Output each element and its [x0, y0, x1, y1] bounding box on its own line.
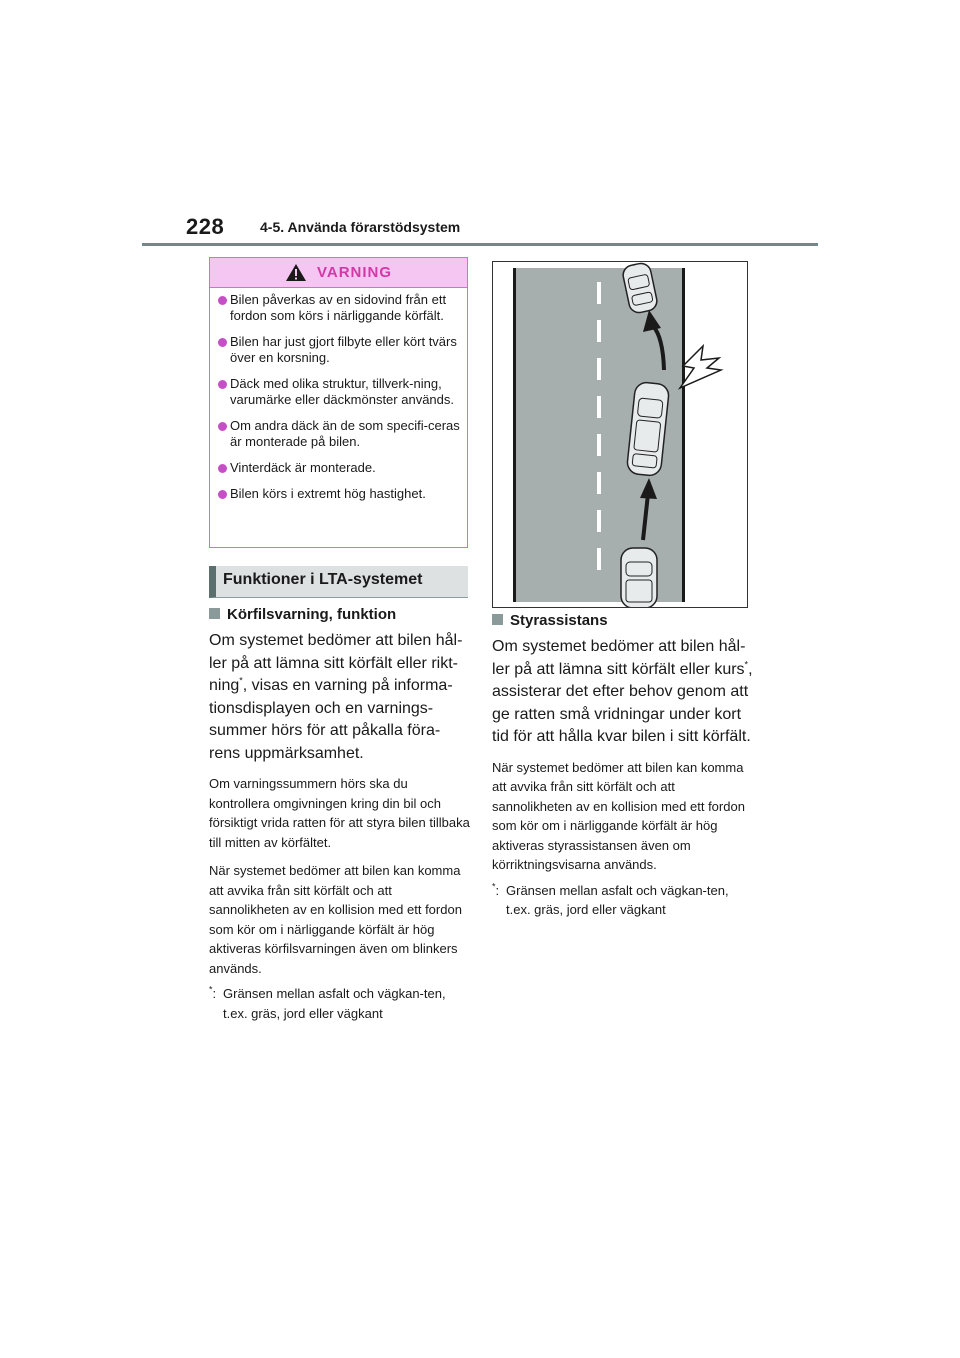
lane-warning-para1: Om varningssummern hörs ska du kontrollera omgivningen kring din bil och försiktigt vrida ratten för att styra bilen tillbaka till mitten av körfältet. — [209, 776, 470, 850]
warning-title: VARNING — [316, 264, 393, 281]
lane-warning-para2: När systemet bedömer att bilen kan komma att avvika från sitt körfält och att sannolikheten av en kollision med ett fordon som kör om i närliggande körfält är hög aktiveras körfilsvarningen även om blinkers används. — [209, 863, 462, 976]
header-divider — [142, 243, 818, 246]
section-title: 4-5. Använda förarstödsystem — [260, 219, 461, 235]
lane-warning-lead: Om systemet bedömer att bilen hål-ler på att lämna sitt körfält eller rikt-ning*, visas en varning på informa-tionsdisplayen och en varnings-summer hörs för att påkalla föra-rens uppmärksamhet. — [209, 632, 463, 762]
warning-header — [210, 258, 467, 288]
bullet-icon — [218, 464, 227, 473]
warning-item: Bilen har just gjort filbyte eller kört tvärs över en korsning. — [218, 334, 461, 366]
steering-assist-lead: Om systemet bedömer att bilen hål-ler på att lämna sitt körfält eller kurs*, assisterar det efter behov genom att ge ratten små vridningar under kort tid för att hålla kvar bilen i sitt körfält. — [492, 638, 753, 745]
warning-box — [209, 257, 468, 548]
car-icon — [621, 548, 657, 607]
steering-assist-para1: När systemet bedömer att bilen kan komma att avvika från sitt körfält och att sannolikheten av en kollision med ett fordon som kör om i närliggande körfält är hög aktiveras styrassistansen även om körriktningsvisarna används. — [492, 759, 745, 872]
lane-warning-footnote: *: Gränsen mellan asfalt och vägkan-ten, t.ex. gräs, jord eller vägkant — [209, 984, 446, 1021]
road-edge-right — [682, 268, 685, 602]
warning-item: Vinterdäck är monterade. — [218, 460, 461, 476]
steering-assist-footnote: *: Gränsen mellan asfalt och vägkan-ten, t.ex. gräs, jord eller vägkant — [492, 881, 729, 917]
bullet-icon — [218, 338, 227, 347]
bullet-icon — [218, 296, 227, 305]
square-bullet-icon — [492, 614, 503, 625]
lightning-icon — [680, 346, 721, 388]
warning-triangle-icon — [285, 263, 307, 282]
functions-title: Funktioner i LTA-systemet — [223, 571, 423, 588]
warning-item: Däck med olika struktur, tillverk-ning, varumärke eller däckmönster används. — [218, 376, 461, 408]
steering-assist-heading: Styrassistans — [492, 612, 754, 630]
road-edge-left — [513, 268, 516, 602]
warning-item: Bilen påverkas av en sidovind från ett fordon som körs i närliggande körfält. — [218, 292, 461, 324]
road-illustration — [493, 262, 747, 607]
steering-assist-section — [492, 612, 754, 920]
bullet-icon — [218, 422, 227, 431]
lane-warning-heading: Körfilsvarning, funktion — [209, 606, 471, 624]
page-number: 228 — [186, 214, 225, 239]
warning-item: Om andra däck än de som specifi-ceras är monterade på bilen. — [218, 418, 461, 450]
lane-assist-figure — [492, 261, 748, 608]
square-bullet-icon — [209, 608, 220, 619]
warning-item: Bilen körs i extremt hög hastighet. — [218, 486, 461, 502]
lane-warning-section — [209, 606, 471, 1023]
warning-list — [210, 288, 467, 502]
bullet-icon — [218, 490, 227, 499]
bullet-icon — [218, 380, 227, 389]
functions-header — [209, 566, 468, 598]
